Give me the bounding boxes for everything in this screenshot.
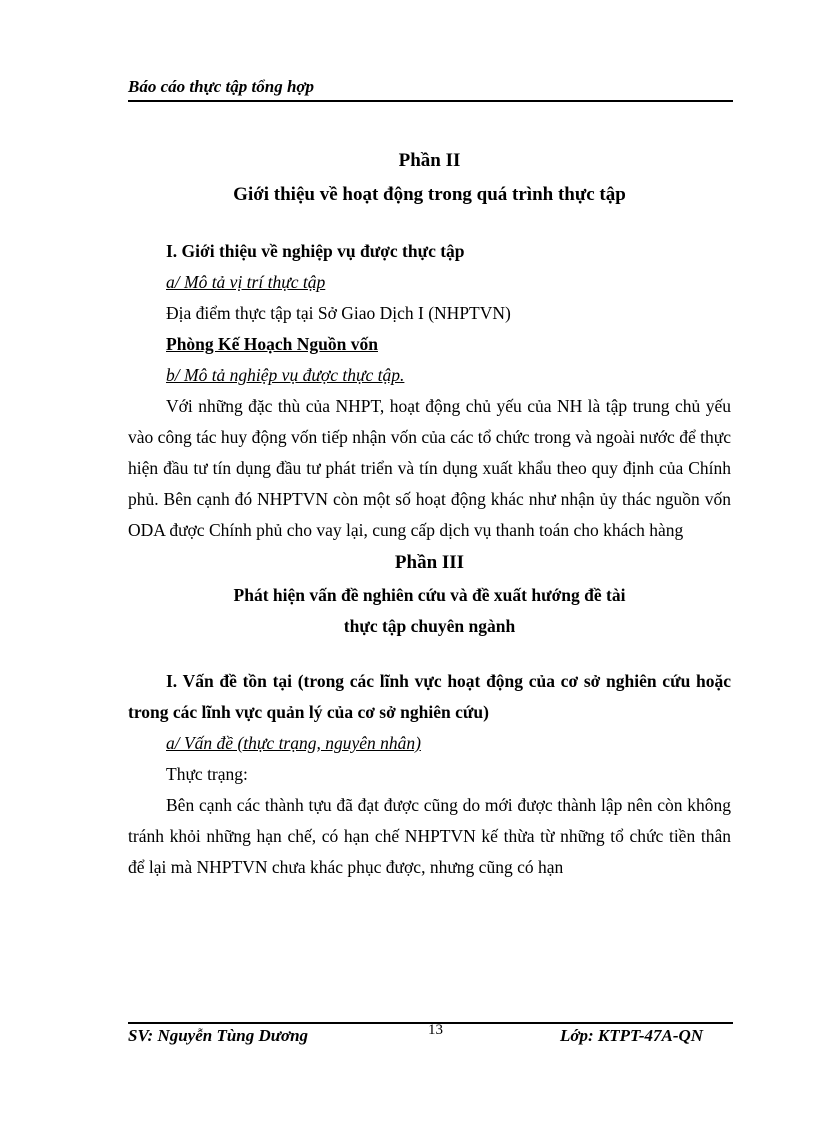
part-3-subtitle-line1: Phát hiện vấn đề nghiên cứu và đề xuất hướng đề tài bbox=[233, 585, 626, 605]
section-heading-intro: I. Giới thiệu về nghiệp vụ được thực tập bbox=[166, 241, 465, 261]
header-title: Báo cáo thực tập tổng hợp bbox=[128, 77, 315, 96]
part-2-subtitle: Giới thiệu về hoạt động trong quá trình thực tập bbox=[233, 184, 626, 205]
footer-class: Lớp: KTPT-47A-QN bbox=[560, 1026, 704, 1045]
subheading-position: a/ Mô tả vị trí thực tập bbox=[166, 272, 326, 292]
location-text: Địa điểm thực tập tại Sở Giao Dịch I (NHPTVN) bbox=[166, 303, 511, 323]
page-body bbox=[128, 144, 731, 883]
section-heading-issues: I. Vấn đề tồn tại (trong các lĩnh vực hoạt động của cơ sở nghiên cứu hoặc trong các lĩnh vực quản lý của cơ sở nghiên cứu) bbox=[128, 671, 731, 722]
page-number: 13 bbox=[428, 1022, 443, 1038]
subheading-duties: b/ Mô tả nghiệp vụ được thực tập. bbox=[166, 365, 405, 385]
document-header bbox=[128, 76, 733, 102]
part-3-title: Phần III bbox=[394, 552, 465, 573]
duties-paragraph: Với những đặc thù của NHPT, hoạt động chủ yếu của NH là tập trung chủ yếu vào công tác huy động vốn tiếp nhận vốn của các tổ chức trong và ngoài nước để thực hiện đầu tư tín dụng đầu tư phát triển và tín dụng xuất khẩu theo quy định của Chính phủ. Bên cạnh đó NHPTVN còn một số hoạt động khác như nhận ủy thác nguồn vốn ODA được Chính phủ cho vay lại, cung cấp dịch vụ thanh toán cho khách hàng bbox=[128, 396, 731, 540]
status-label: Thực trạng: bbox=[166, 764, 248, 784]
part-2-title: Phần II bbox=[398, 150, 461, 171]
status-paragraph: Bên cạnh các thành tựu đã đạt được cũng do mới được thành lập nên còn không tránh khỏi những hạn chế, có hạn chế NHPTVN kế thừa từ những tổ chức tiền thân để lại mà NHPTVN chưa khác phục được, nhưng cũng có hạn bbox=[128, 795, 731, 877]
footer-student: SV: Nguyễn Tùng Dương bbox=[128, 1026, 309, 1045]
spacer bbox=[128, 212, 731, 236]
part-3-subtitle-line2: thực tập chuyên ngành bbox=[343, 616, 516, 636]
subheading-issue: a/ Vấn đề (thực trạng, nguyên nhân) bbox=[166, 733, 421, 753]
department-name: Phòng Kế Hoạch Nguồn vốn bbox=[166, 334, 378, 354]
spacer bbox=[128, 642, 731, 666]
